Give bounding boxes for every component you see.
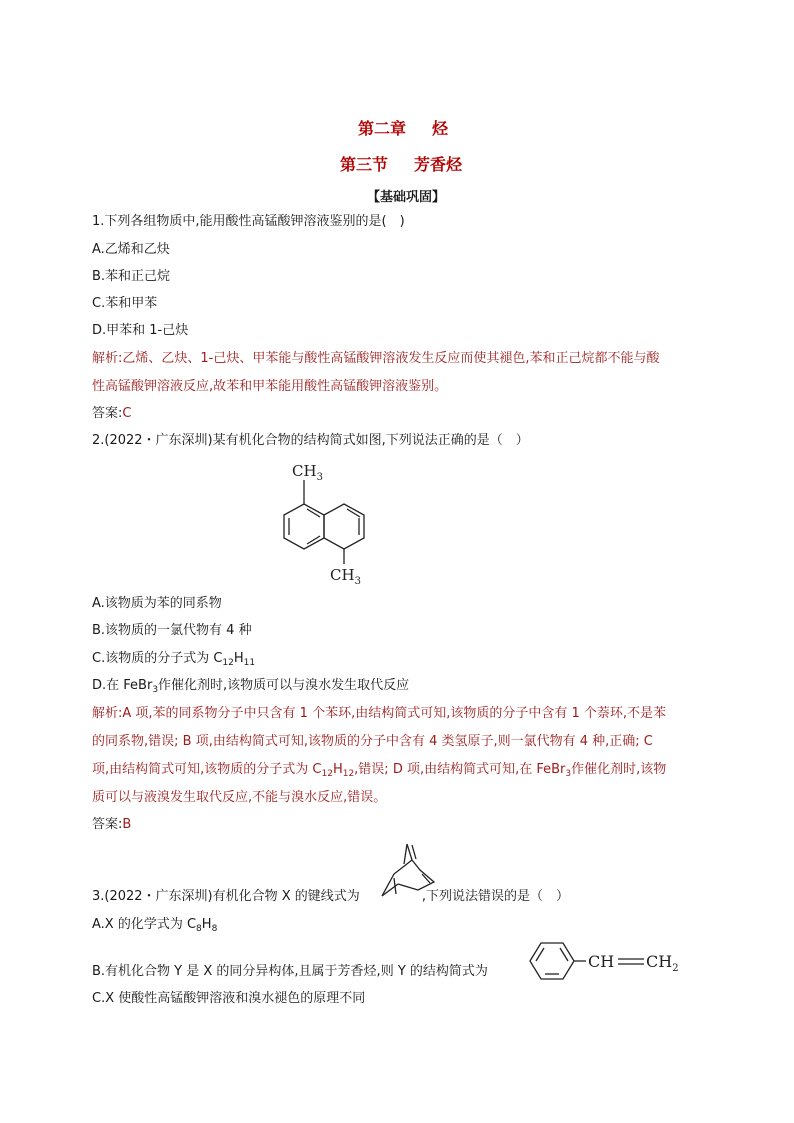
q1-option-b: B.苯和正己烷 (92, 269, 171, 284)
q1-analysis-line2: 性高锰酸钾溶液反应,故苯和甲苯能用酸性高锰酸钾溶液鉴别。 (92, 379, 448, 394)
naphthalene-structure (262, 452, 392, 590)
q3-option-c: C.X 使酸性高锰酸钾溶液和溴水褪色的原理不同 (92, 991, 366, 1006)
q1-option-d: D.甲苯和 1-己炔 (92, 323, 189, 338)
q2-option-a: A.该物质为苯的同系物 (92, 596, 222, 611)
styrene-ch2-label: $CH_2$ (646, 952, 679, 974)
q2-analysis-line2: 的同系物,错误; B 项,由结构简式可知,该物质的分子中含有 4 类氢原子,则一氯代物有 4 种,正确; C (92, 734, 653, 749)
q2-option-b: B.该物质的一氯代物有 4 种 (92, 623, 252, 638)
q2-option-d: D.在 FeBr$_3$作催化剂时,该物质可以与溴水发生取代反应 (92, 678, 410, 695)
q1-option-a: A.乙烯和乙炔 (92, 242, 170, 257)
q3-option-b: B.有机化合物 Y 是 X 的同分异构体,且属于芳香烃,则 Y 的结构简式为 (92, 964, 488, 979)
chapter-topic: 烃 (432, 119, 449, 138)
q1-answer-value: C (122, 406, 132, 421)
q1-answer (92, 405, 131, 423)
section-number: 第三节 (340, 155, 389, 174)
q2-answer-label: 答案: (92, 817, 123, 832)
styrene-ch-label: CH (588, 952, 615, 971)
section-title (340, 152, 462, 175)
chapter-number: 第二章 (358, 119, 407, 138)
q2-option-c: C.该物质的分子式为 $C_{12}H_{11}$ (92, 651, 256, 668)
q3-option-a: A.X 的化学式为 $C_8H_8$ (92, 917, 218, 934)
methyl-top-label: $CH_3$ (292, 462, 323, 483)
q2-analysis-line3: 项,由结构简式可知,该物质的分子式为 $C_{12}H_{12}$,错误; D 项,由结构简式可知,在 FeBr$_3$作催化剂时,该物 (92, 762, 667, 779)
methyl-bottom-label: $CH_3$ (330, 566, 361, 587)
chapter-title (358, 116, 448, 139)
q2-answer (92, 816, 131, 834)
section-topic: 芳香烃 (414, 155, 463, 174)
q2-analysis-line1: 解析:A 项,苯的同系物分子中只含有 1 个苯环,由结构简式可知,该物质的分子中含有 1 个萘环,不是苯 (92, 706, 667, 721)
q1-stem: 1.下列各组物质中,能用酸性高锰酸钾溶液鉴别的是( ) (92, 214, 405, 229)
q2-stem: 2.(2022・广东深圳)某有机化合物的结构简式如图,下列说法正确的是（ ） (92, 433, 529, 448)
q3-stem: 3.(2022・广东深圳)有机化合物 X 的键线式为 ,下列说法错误的是（ ） (92, 889, 569, 904)
q2-answer-value: B (122, 817, 132, 832)
q2-analysis-line4: 质可以与液溴发生取代反应,不能与溴水反应,错误。 (92, 790, 387, 805)
styrene-structure (522, 938, 692, 984)
q1-analysis-line1: 解析:乙烯、乙炔、1-己炔、甲苯能与酸性高锰酸钾溶液发生反应而使其褪色,苯和正己烷都不能与酸 (92, 351, 660, 366)
part-heading: 【基础巩固】 (367, 190, 446, 205)
q1-answer-label: 答案: (92, 406, 123, 421)
q1-option-c: C.苯和甲苯 (92, 296, 158, 311)
